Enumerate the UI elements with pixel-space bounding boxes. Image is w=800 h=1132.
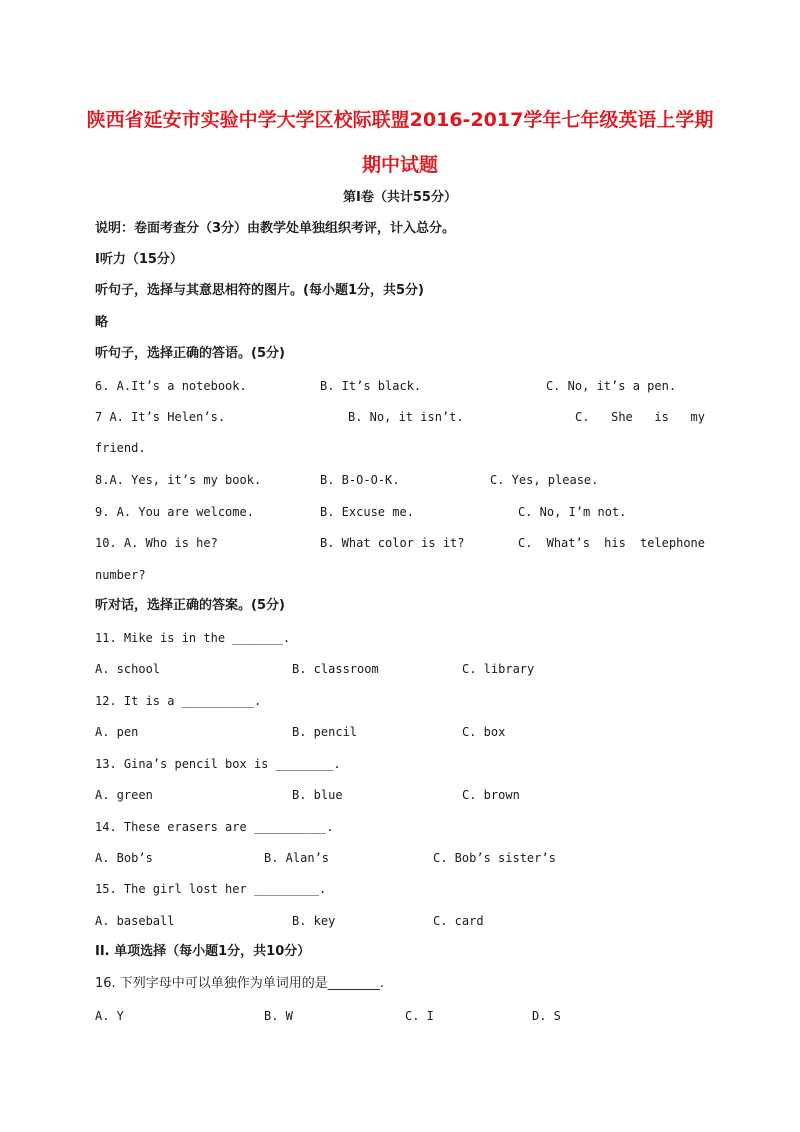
q14-option-b: B. Alan’s bbox=[264, 851, 330, 865]
q9-option-b: B. Excuse me. bbox=[320, 505, 414, 519]
q16-option-b: B. W bbox=[264, 1009, 293, 1023]
q14-stem: 14. These erasers are __________. bbox=[95, 820, 334, 834]
section-1-heading: I听力（15分） bbox=[95, 252, 183, 267]
part-b-instruction: 听句子，选择正确的答语。(5分) bbox=[95, 346, 285, 361]
q7-c-word: C. bbox=[575, 410, 590, 424]
section-2-heading: II. 单项选择（每小题1分，共10分） bbox=[95, 944, 311, 959]
q11-option-a: A. school bbox=[95, 662, 161, 676]
q15-option-a: A. baseball bbox=[95, 914, 175, 928]
q8-option-b: B. B-O-O-K. bbox=[320, 473, 400, 487]
q12-option-b: B. pencil bbox=[292, 725, 358, 739]
q10-option-a: 10. A. Who is he? bbox=[95, 536, 218, 550]
q6-option-c: C. No, it’s a pen. bbox=[546, 379, 677, 393]
q10-c-word: What’s bbox=[546, 536, 590, 550]
q7-c-word: my bbox=[690, 410, 705, 424]
q13-option-c: C. brown bbox=[462, 788, 520, 802]
q16-option-c: C. I bbox=[405, 1009, 434, 1023]
part-a-instruction: 听句子，选择与其意思相符的图片。(每小题1分，共5分) bbox=[95, 283, 424, 298]
q16-option-d: D. S bbox=[532, 1009, 561, 1023]
q15-stem: 15. The girl lost her _________. bbox=[95, 882, 327, 896]
q10-c-word: his bbox=[604, 536, 626, 550]
q16-option-a: A. Y bbox=[95, 1009, 124, 1023]
q6-option-b: B. It’s black. bbox=[320, 379, 422, 393]
document-title-line-1: 陕西省延安市实验中学大学区校际联盟2016-2017学年七年级英语上学期 bbox=[86, 109, 714, 131]
q10-option-b: B. What color is it? bbox=[320, 536, 465, 550]
q7-c-word: She bbox=[611, 410, 633, 424]
q13-stem: 13. Gina’s pencil box is ________. bbox=[95, 757, 341, 771]
q12-option-a: A. pen bbox=[95, 725, 139, 739]
q9-option-c: C. No, I’m not. bbox=[518, 505, 627, 519]
q10-c-word: C. bbox=[518, 536, 533, 550]
q15-option-b: B. key bbox=[292, 914, 336, 928]
part-c-instruction: 听对话，选择正确的答案。(5分) bbox=[95, 598, 285, 613]
q11-option-b: B. classroom bbox=[292, 662, 379, 676]
q10-option-c bbox=[518, 534, 705, 552]
q10-option-c-continued: number? bbox=[95, 568, 146, 582]
note: 说明：卷面考查分（3分）由教学处单独组织考评，计入总分。 bbox=[95, 221, 456, 236]
q11-stem: 11. Mike is in the _______. bbox=[95, 631, 291, 645]
q14-option-a: A. Bob’s bbox=[95, 851, 153, 865]
q11-option-c: C. library bbox=[462, 662, 535, 676]
q7-option-c bbox=[575, 408, 705, 426]
document-title-line-2: 期中试题 bbox=[361, 154, 438, 176]
q16-stem: 16. 下列字母中可以单独作为单词用的是________. bbox=[95, 976, 384, 991]
part-a-omitted: 略 bbox=[95, 315, 109, 330]
q8-option-a: 8.A. Yes, it’s my book. bbox=[95, 473, 262, 487]
q7-option-b: B. No, it isn’t. bbox=[348, 410, 464, 424]
volume-heading: 第Ⅰ卷（共计55分） bbox=[343, 190, 457, 205]
q13-option-b: B. blue bbox=[292, 788, 343, 802]
q7-option-c-continued: friend. bbox=[95, 441, 146, 455]
q8-option-c: C. Yes, please. bbox=[490, 473, 599, 487]
q13-option-a: A. green bbox=[95, 788, 153, 802]
q14-option-c: C. Bob’s sister’s bbox=[433, 851, 556, 865]
q7-c-word: is bbox=[654, 410, 669, 424]
q6-option-a: 6. A.It’s a notebook. bbox=[95, 379, 247, 393]
q12-stem: 12. It is a __________. bbox=[95, 694, 262, 708]
q12-option-c: C. box bbox=[462, 725, 506, 739]
q9-option-a: 9. A. You are welcome. bbox=[95, 505, 254, 519]
q15-option-c: C. card bbox=[433, 914, 484, 928]
q10-c-word: telephone bbox=[639, 536, 705, 550]
q7-option-a: 7 A. It’s Helen’s. bbox=[95, 410, 226, 424]
